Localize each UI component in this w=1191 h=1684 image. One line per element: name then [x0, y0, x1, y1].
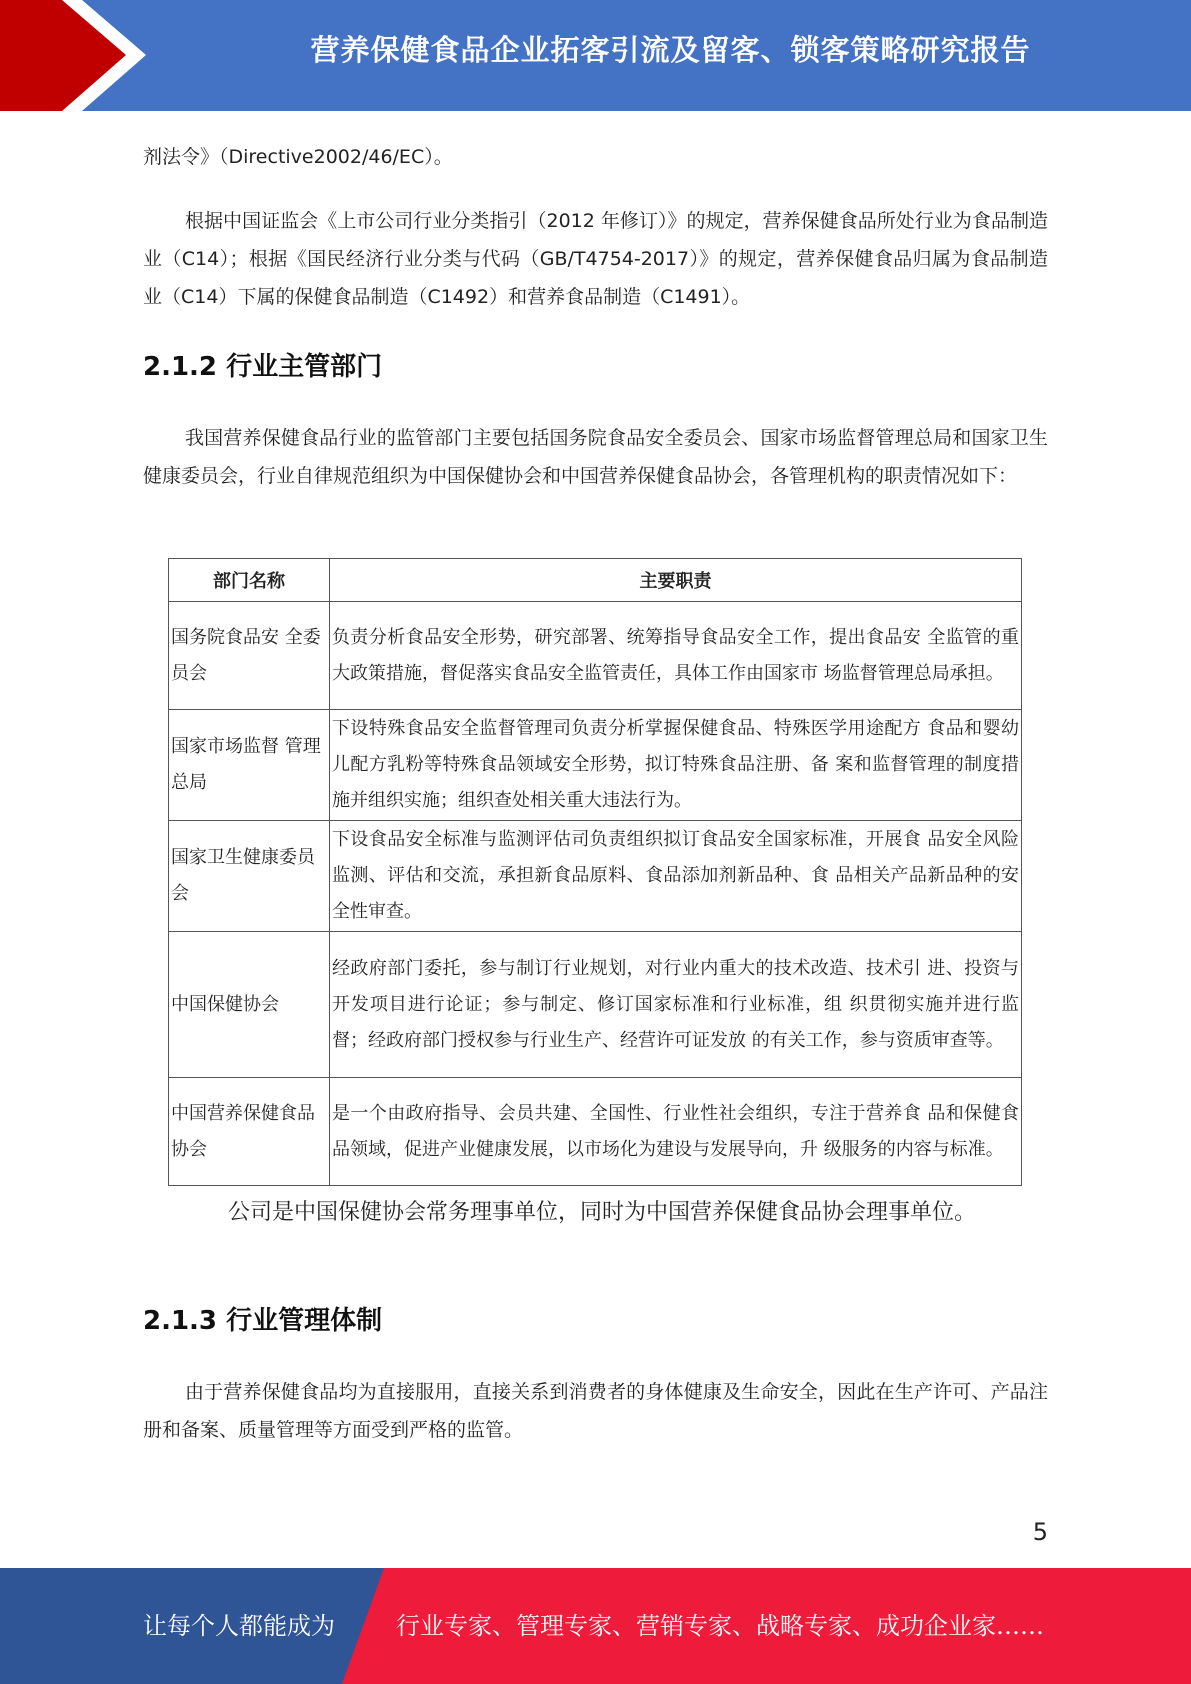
duty-cell: 负责分析食品安全形势，研究部署、统筹指导食品安全工作，提出食品安 全监管的重大政策措施，督促落实食品安全监管责任，具体工作由国家市 场监督管理总局承担。 — [330, 602, 1022, 710]
section-heading-2-1-2: 2.1.2 行业主管部门 — [143, 352, 383, 382]
footer-slogan-right: 行业专家、管理专家、营销专家、战略专家、成功企业家…… — [396, 1612, 1044, 1640]
column-header-dept: 部门名称 — [169, 559, 330, 602]
management-paragraph: 由于营养保健食品均为直接服用，直接关系到消费者的身体健康及生命安全，因此在生产许可、产品注册和备案、质量管理等方面受到严格的监管。 — [143, 1381, 1048, 1441]
dept-cell: 国务院食品安 全委员会 — [169, 602, 330, 710]
table-row — [169, 932, 1022, 1078]
table-row — [169, 821, 1022, 932]
report-title: 营养保健食品企业拓客引流及留客、锁客策略研究报告 — [310, 33, 1031, 67]
page-number: 5 — [1032, 1518, 1048, 1546]
page-header — [0, 0, 1191, 111]
duty-cell: 下设食品安全标准与监测评估司负责组织拟订食品安全国家标准，开展食 品安全风险监测、评估和交流，承担新食品原料、食品添加剂新品种、食 品相关产品新品种的安全性审查。 — [330, 821, 1022, 932]
continued-paragraph: 剂法令》（Directive2002/46/EC）。 — [143, 146, 453, 168]
regulators-paragraph: 我国营养保健食品行业的监管部门主要包括国务院食品安全委员会、国家市场监督管理总局和国家卫生健康委员会，行业自律规范组织为中国保健协会和中国营养保健食品协会，各管理机构的职责情况如下： — [143, 427, 1048, 487]
table-header-row — [169, 559, 1022, 602]
duty-cell: 下设特殊食品安全监督管理司负责分析掌握保健食品、特殊医学用途配方 食品和婴幼儿配方乳粉等特殊食品领域安全形势，拟订特殊食品注册、备 案和监督管理的制度措施并组织实施；组织查处相关重大违法行为。 — [330, 710, 1022, 821]
table-row — [169, 1078, 1022, 1186]
duty-cell: 是一个由政府指导、会员共建、全国性、行业性社会组织，专注于营养食 品和保健食品领域，促进产业健康发展，以市场化为建设与发展导向，升 级服务的内容与标准。 — [330, 1078, 1022, 1186]
dept-cell: 国家卫生健康委员会 — [169, 821, 330, 932]
table-row — [169, 602, 1022, 710]
dept-cell: 中国保健协会 — [169, 932, 330, 1078]
company-paragraph: 公司是中国保健协会常务理事单位，同时为中国营养保健食品协会理事单位。 — [228, 1200, 977, 1225]
footer-slogan-left: 让每个人都能成为 — [143, 1612, 335, 1640]
duty-cell: 经政府部门委托，参与制订行业规划，对行业内重大的技术改造、技术引 进、投资与开发项目进行论证；参与制定、修订国家标准和行业标准，组 织贯彻实施并进行监督；经政府部门授权参与行业生产、经营许可证发放 的有关工作，参与资质审查等。 — [330, 932, 1022, 1078]
page-footer — [0, 1568, 1191, 1684]
classification-paragraph: 根据中国证监会《上市公司行业分类指引（2012 年修订）》的规定，营养保健食品所处行业为食品制造业（C14）；根据《国民经济行业分类与代码（GB/T4754-2017）》的规定，营养保健食品归属为食品制造业（C14）下属的保健食品制造（C1492）和营养食品制造（C1491）。 — [143, 210, 1048, 308]
header-chevron-graphic — [0, 0, 160, 111]
regulators-duty-table — [168, 558, 1022, 1186]
table-row — [169, 710, 1022, 821]
column-header-duty: 主要职责 — [330, 559, 1022, 602]
section-heading-2-1-3: 2.1.3 行业管理体制 — [143, 1306, 383, 1336]
dept-cell: 中国营养保健食品协会 — [169, 1078, 330, 1186]
dept-cell: 国家市场监督 管理总局 — [169, 710, 330, 821]
